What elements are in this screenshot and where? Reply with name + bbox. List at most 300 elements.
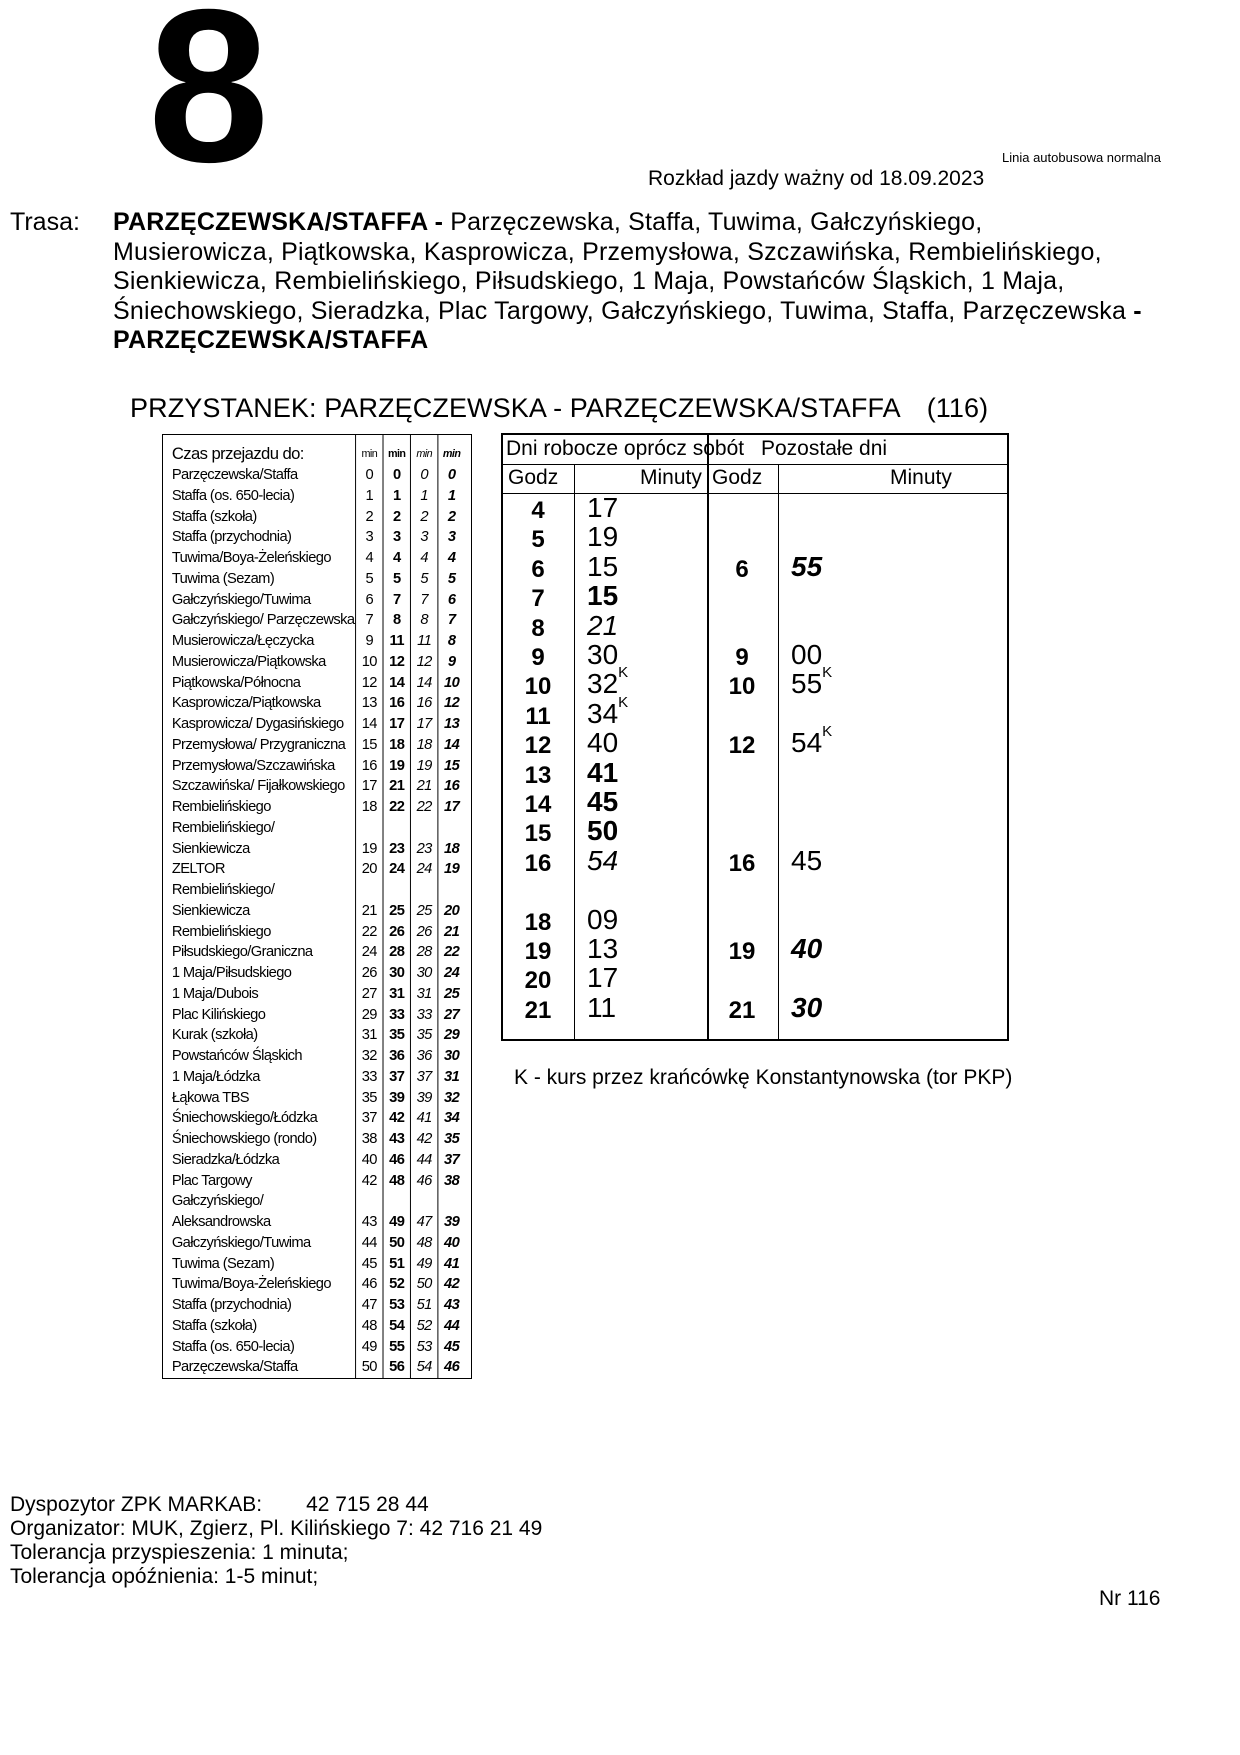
travel-row xyxy=(163,1108,465,1129)
travel-minutes: 31 xyxy=(356,1025,383,1046)
travel-minutes: 37 xyxy=(410,1067,437,1088)
travel-minutes: 4 xyxy=(410,548,437,569)
travel-minutes: 15 xyxy=(356,735,383,756)
travel-minutes: 23 xyxy=(383,818,410,860)
travel-minutes: 7 xyxy=(356,610,383,631)
travel-minutes: 3 xyxy=(438,527,465,548)
travel-minutes: 55 xyxy=(383,1337,410,1358)
k-marker: K xyxy=(618,664,629,682)
travel-minutes: 49 xyxy=(383,1191,410,1233)
travel-minutes: 6 xyxy=(438,590,465,611)
travel-minutes: 27 xyxy=(438,1005,465,1026)
travel-minutes: 38 xyxy=(438,1171,465,1192)
hour-label: Godz xyxy=(712,466,763,489)
travel-minutes: 40 xyxy=(356,1150,383,1171)
travel-row xyxy=(163,797,465,818)
stop-name: Przemysłowa/Szczawińska xyxy=(171,756,335,774)
travel-minutes: 8 xyxy=(438,631,465,652)
route-description xyxy=(113,208,1143,356)
k-marker: K xyxy=(618,693,629,711)
travel-minutes: 26 xyxy=(410,922,437,943)
travel-minutes: 0 xyxy=(410,465,437,486)
weekday-minute: 15 xyxy=(587,580,619,612)
travel-minutes: 23 xyxy=(410,818,437,860)
travel-row xyxy=(163,693,465,714)
other-hour: 16 xyxy=(728,849,756,877)
travel-row xyxy=(163,610,465,631)
hour-label: Godz xyxy=(508,466,559,489)
weekday-hour: 12 xyxy=(524,732,552,760)
weekday-hour: 11 xyxy=(525,702,551,730)
travel-row xyxy=(163,631,465,652)
weekday-hour: 21 xyxy=(524,996,552,1024)
travel-header: Czas przejazdu do: xyxy=(171,444,304,464)
travel-minutes: 8 xyxy=(383,610,410,631)
travel-minutes: 2 xyxy=(383,507,410,528)
travel-minutes: 38 xyxy=(356,1129,383,1150)
travel-header-row xyxy=(163,435,465,465)
travel-minutes: 39 xyxy=(438,1191,465,1233)
travel-minutes: 51 xyxy=(383,1254,410,1275)
travel-minutes: 51 xyxy=(410,1295,437,1316)
travel-minutes: 3 xyxy=(383,527,410,548)
travel-minutes: 0 xyxy=(383,465,410,486)
travel-minutes: 32 xyxy=(438,1088,465,1109)
travel-minutes: 21 xyxy=(383,776,410,797)
other-hour: 10 xyxy=(728,673,756,701)
travel-minutes: 21 xyxy=(356,880,383,922)
weekday-hour: 13 xyxy=(524,761,552,789)
travel-minutes: 39 xyxy=(410,1088,437,1109)
line-type: Linia autobusowa normalna xyxy=(1002,150,1161,165)
travel-minutes: 56 xyxy=(383,1357,410,1378)
stop-name: Gałczyńskiego/ Parzęczewska xyxy=(171,611,355,629)
stop-name: Staffa (przychodnia) xyxy=(171,1296,292,1313)
route-label: Trasa: xyxy=(10,208,80,236)
stop-name: Staffa (przychodnia) xyxy=(171,528,292,546)
stop-name: Piątkowska/Północna xyxy=(171,673,301,691)
travel-minutes: 42 xyxy=(438,1274,465,1295)
stop-name: Tuwima/Boya-Żeleńskiego xyxy=(171,1275,331,1293)
travel-minutes: 25 xyxy=(438,984,465,1005)
dispatcher-phone: 42 715 28 44 xyxy=(306,1493,429,1516)
dispatcher-label: Dyspozytor ZPK MARKAB: xyxy=(10,1493,263,1516)
travel-minutes: 2 xyxy=(356,507,383,528)
stop-name: Parzęczewska/Staffa xyxy=(171,1358,298,1376)
col-header: min xyxy=(383,435,410,465)
weekday-minute: 17 xyxy=(587,962,619,994)
weekday-minute: 13 xyxy=(587,933,619,964)
route-dash: - xyxy=(1133,296,1142,325)
travel-minutes: 18 xyxy=(383,735,410,756)
travel-minutes: 5 xyxy=(410,569,437,590)
travel-minutes: 14 xyxy=(383,673,410,694)
travel-row xyxy=(163,984,465,1005)
travel-minutes: 1 xyxy=(356,486,383,507)
weekday-minute: 17 xyxy=(587,492,619,523)
weekday-minute: 15 xyxy=(587,550,619,582)
travel-row xyxy=(163,1025,465,1046)
travel-minutes: 24 xyxy=(383,859,410,880)
travel-minutes: 43 xyxy=(383,1129,410,1150)
travel-minutes: 40 xyxy=(438,1233,465,1254)
travel-minutes: 13 xyxy=(356,693,383,714)
weekday-hour: 5 xyxy=(531,526,545,554)
line-number: 8 xyxy=(148,0,266,208)
weekday-hour: 6 xyxy=(531,555,545,583)
weekday-minute: $34^K$ xyxy=(587,693,629,729)
stop-name: Powstańców Śląskich xyxy=(171,1047,303,1064)
travel-minutes: 15 xyxy=(438,756,465,777)
travel-minutes: 54 xyxy=(410,1357,437,1378)
travel-minutes: 8 xyxy=(410,610,437,631)
travel-minutes: 1 xyxy=(410,486,437,507)
travel-row xyxy=(163,1233,465,1254)
weekday-hour: 15 xyxy=(524,820,552,848)
travel-minutes: 32 xyxy=(356,1046,383,1067)
travel-minutes: 48 xyxy=(410,1233,437,1254)
stop-name: Piłsudskiego/Graniczna xyxy=(171,943,313,961)
travel-row xyxy=(163,1191,465,1233)
travel-minutes: 28 xyxy=(383,942,410,963)
travel-minutes: 9 xyxy=(438,652,465,673)
route-streets: Parzęczewska, Staffa, Tuwima, Gałczyńskiego, Musierowicza, Piątkowska, Kasprowicza, Przemysłowa, Szczawińska, Rembielińskiego, Sienkiewicza, Rembielińskiego, Piłsudskiego, 1 Maja, Powstańców Śląskich, 1 Maja, Śniechowskiego, Sieradzka, Plac Targowy, Gałczyńskiego, Tuwima, Staffa, Parzęczewska xyxy=(113,208,1127,325)
col-header: min xyxy=(438,435,465,465)
weekday-hour: 16 xyxy=(524,849,552,877)
col-header: min xyxy=(356,435,383,465)
travel-minutes: 12 xyxy=(383,652,410,673)
stop-name: Śniechowskiego (rondo) xyxy=(171,1130,317,1147)
travel-minutes: 14 xyxy=(356,714,383,735)
weekday-minute: 45 xyxy=(587,786,619,817)
weekday-hour: 14 xyxy=(524,791,552,818)
travel-minutes: 22 xyxy=(356,922,383,943)
travel-minutes: 3 xyxy=(410,527,437,548)
travel-minutes: 46 xyxy=(438,1357,465,1378)
travel-minutes: 17 xyxy=(356,776,383,797)
travel-row xyxy=(163,714,465,735)
travel-minutes: 44 xyxy=(356,1233,383,1254)
travel-minutes: 28 xyxy=(410,942,437,963)
organizer-info: Organizator: MUK, Zgierz, Pl. Kilińskiego 7: 42 716 21 49 xyxy=(10,1517,543,1540)
travel-minutes: 11 xyxy=(410,631,437,652)
travel-row xyxy=(163,652,465,673)
tolerance-early: Tolerancja przyspieszenia: 1 minuta; xyxy=(10,1541,349,1564)
travel-minutes: 6 xyxy=(356,590,383,611)
travel-minutes: 41 xyxy=(410,1108,437,1129)
travel-minutes: 18 xyxy=(438,818,465,860)
weekday-hour: 10 xyxy=(524,673,552,701)
travel-minutes: 36 xyxy=(410,1046,437,1067)
weekday-minute: 41 xyxy=(587,756,619,788)
travel-row xyxy=(163,548,465,569)
weekday-minute: 40 xyxy=(587,727,619,759)
footer-info xyxy=(10,1493,542,1589)
travel-minutes: 17 xyxy=(383,714,410,735)
travel-minutes: 12 xyxy=(356,673,383,694)
travel-row xyxy=(163,569,465,590)
travel-minutes: 33 xyxy=(356,1067,383,1088)
travel-minutes: 22 xyxy=(410,797,437,818)
travel-minutes: 27 xyxy=(356,984,383,1005)
travel-row xyxy=(163,1274,465,1295)
travel-row xyxy=(163,1067,465,1088)
travel-minutes: 0 xyxy=(356,465,383,486)
travel-row xyxy=(163,1254,465,1275)
stop-name: 1 Maja/Łódzka xyxy=(171,1067,260,1085)
travel-minutes: 25 xyxy=(410,880,437,922)
stop-name: Musierowicza/Łęczycka xyxy=(171,632,314,649)
travel-minutes: 14 xyxy=(438,735,465,756)
travel-minutes: 0 xyxy=(438,465,465,486)
travel-minutes: 53 xyxy=(383,1295,410,1316)
stop-name: Tuwima/Boya-Żeleńskiego xyxy=(171,549,331,566)
other-minute: $54^K$ xyxy=(791,723,833,759)
other-days-header: Pozostałe dni xyxy=(761,437,888,460)
stop-name: Plac Kilińskiego xyxy=(171,1005,266,1023)
travel-row xyxy=(163,1088,465,1109)
travel-minutes: 7 xyxy=(410,590,437,611)
other-minute: $55^K$ xyxy=(791,664,833,700)
travel-minutes: 25 xyxy=(383,880,410,922)
travel-minutes: 48 xyxy=(383,1171,410,1192)
stop-name: Sieradzka/Łódzka xyxy=(171,1150,280,1168)
travel-minutes: 36 xyxy=(383,1046,410,1067)
travel-minutes: 52 xyxy=(383,1274,410,1295)
travel-row xyxy=(163,507,465,528)
stop-name: Kasprowicza/ Dygasińskiego xyxy=(171,715,344,732)
stop-title xyxy=(130,393,988,424)
travel-minutes: 18 xyxy=(410,735,437,756)
col-header: min xyxy=(410,435,437,465)
travel-row xyxy=(163,776,465,797)
weekday-minute: 21 xyxy=(587,609,619,641)
travel-minutes: 43 xyxy=(356,1191,383,1233)
travel-minutes: 41 xyxy=(438,1254,465,1275)
travel-row xyxy=(163,1337,465,1358)
travel-minutes: 4 xyxy=(356,548,383,569)
travel-minutes: 33 xyxy=(410,1005,437,1026)
travel-minutes: 48 xyxy=(356,1316,383,1337)
travel-minutes: 29 xyxy=(438,1025,465,1046)
travel-minutes: 16 xyxy=(438,776,465,797)
other-minute: 30 xyxy=(791,991,823,1023)
travel-minutes: 9 xyxy=(356,631,383,652)
travel-row xyxy=(163,735,465,756)
travel-minutes: 34 xyxy=(438,1108,465,1129)
travel-minutes: 19 xyxy=(356,818,383,860)
travel-minutes: 35 xyxy=(356,1088,383,1109)
travel-minutes: 12 xyxy=(438,693,465,714)
travel-minutes: 11 xyxy=(383,631,410,652)
travel-minutes: 21 xyxy=(410,776,437,797)
travel-minutes: 49 xyxy=(410,1254,437,1275)
minutes-label: Minuty xyxy=(640,466,702,489)
travel-row xyxy=(163,1357,465,1378)
other-hour: 6 xyxy=(735,555,749,583)
travel-minutes: 47 xyxy=(410,1191,437,1233)
travel-row xyxy=(163,1005,465,1026)
travel-minutes: 1 xyxy=(383,486,410,507)
route-start: PARZĘCZEWSKA/STAFFA - xyxy=(113,208,444,236)
travel-minutes: 16 xyxy=(383,693,410,714)
travel-minutes: 17 xyxy=(438,797,465,818)
weekday-hour: 9 xyxy=(531,644,545,671)
travel-minutes: 29 xyxy=(356,1005,383,1026)
travel-minutes: 35 xyxy=(410,1025,437,1046)
travel-minutes: 26 xyxy=(383,922,410,943)
k-marker: K xyxy=(822,664,833,682)
stop-name: Staffa (os. 650-lecia) xyxy=(171,1337,295,1355)
travel-minutes: 47 xyxy=(356,1295,383,1316)
travel-row xyxy=(163,1129,465,1150)
travel-minutes: 10 xyxy=(356,652,383,673)
travel-minutes: 31 xyxy=(383,984,410,1005)
travel-minutes: 13 xyxy=(438,714,465,735)
travel-minutes: 24 xyxy=(438,963,465,984)
other-minute: 55 xyxy=(791,550,823,582)
other-hour: 19 xyxy=(728,938,756,965)
weekday-hour: 18 xyxy=(524,908,552,936)
travel-minutes: 22 xyxy=(383,797,410,818)
weekday-minute: 30 xyxy=(587,639,619,670)
weekday-minute: 19 xyxy=(587,521,619,553)
travel-minutes: 17 xyxy=(410,714,437,735)
other-minute: 00 xyxy=(791,639,823,670)
stop-name: Tuwima (Sezam) xyxy=(171,569,275,587)
travel-minutes: 46 xyxy=(410,1171,437,1192)
travel-row xyxy=(163,673,465,694)
travel-minutes: 37 xyxy=(356,1108,383,1129)
travel-row xyxy=(163,880,465,922)
stop-code: (116) xyxy=(926,393,989,423)
stop-name: Rembielińskiego/ Sienkiewicza xyxy=(171,881,275,919)
travel-row xyxy=(163,942,465,963)
travel-row xyxy=(163,1316,465,1337)
travel-minutes: 35 xyxy=(383,1025,410,1046)
travel-minutes: 16 xyxy=(410,693,437,714)
other-minute: 40 xyxy=(791,933,823,964)
stop-name: Parzęczewska/Staffa xyxy=(171,466,298,483)
travel-minutes: 49 xyxy=(356,1337,383,1358)
travel-row xyxy=(163,818,465,860)
travel-row xyxy=(163,963,465,984)
stop-name: Gałczyńskiego/Tuwima xyxy=(171,590,311,608)
travel-minutes: 21 xyxy=(438,922,465,943)
travel-minutes: 33 xyxy=(383,1005,410,1026)
travel-minutes: 50 xyxy=(356,1357,383,1378)
travel-row xyxy=(163,465,465,486)
stop-name: Kurak (szkoła) xyxy=(171,1026,258,1044)
other-hour: 12 xyxy=(728,732,756,760)
travel-minutes: 31 xyxy=(438,1067,465,1088)
travel-minutes: 53 xyxy=(410,1337,437,1358)
stop-name: Staffa (szkoła) xyxy=(171,1316,257,1334)
travel-minutes: 42 xyxy=(410,1129,437,1150)
stop-name: Gałczyńskiego/Tuwima xyxy=(171,1233,311,1251)
travel-minutes: 50 xyxy=(383,1233,410,1254)
travel-minutes: 39 xyxy=(383,1088,410,1109)
travel-row xyxy=(163,1295,465,1316)
stop-name: Szczawińska/ Fijałkowskiego xyxy=(171,777,345,795)
travel-minutes: 5 xyxy=(383,569,410,590)
page-number: Nr 116 xyxy=(1099,1587,1161,1610)
travel-minutes: 1 xyxy=(438,486,465,507)
minutes-label: Minuty xyxy=(890,466,952,489)
stop-name: Rembielińskiego/ Sienkiewicza xyxy=(171,818,275,857)
stop-name: Musierowicza/Piątkowska xyxy=(171,652,326,670)
route-end: PARZĘCZEWSKA/STAFFA xyxy=(113,326,429,354)
travel-minutes: 24 xyxy=(410,859,437,880)
travel-row xyxy=(163,859,465,880)
travel-minutes: 30 xyxy=(383,963,410,984)
travel-row xyxy=(163,486,465,507)
travel-minutes: 7 xyxy=(383,590,410,611)
weekday-hour: 20 xyxy=(524,967,552,995)
weekday-hour: 4 xyxy=(531,497,545,524)
travel-minutes: 45 xyxy=(438,1337,465,1358)
tolerance-late: Tolerancja opóźnienia: 1-5 minut; xyxy=(10,1565,319,1588)
stop-name: Kasprowicza/Piątkowska xyxy=(171,694,321,712)
other-hour: 21 xyxy=(728,996,756,1024)
travel-minutes: 30 xyxy=(438,1046,465,1067)
weekday-minute: 11 xyxy=(587,991,617,1023)
stop-name: Łąkowa TBS xyxy=(171,1088,250,1106)
travel-minutes: 31 xyxy=(410,984,437,1005)
stop-name: Przemysłowa/ Przygraniczna xyxy=(171,735,346,753)
weekday-hour: 8 xyxy=(531,614,545,642)
weekday-minute: $32^K$ xyxy=(587,664,629,700)
travel-minutes: 30 xyxy=(410,963,437,984)
weekday-minute: 54 xyxy=(587,844,619,876)
travel-minutes: 46 xyxy=(356,1274,383,1295)
travel-minutes: 43 xyxy=(438,1295,465,1316)
travel-minutes: 42 xyxy=(383,1108,410,1129)
weekday-hour: 19 xyxy=(524,938,552,965)
travel-minutes: 22 xyxy=(438,942,465,963)
stop-name: Gałczyńskiego/ Aleksandrowska xyxy=(171,1192,271,1230)
travel-minutes: 20 xyxy=(356,859,383,880)
travel-minutes: 2 xyxy=(410,507,437,528)
other-minute: 45 xyxy=(791,844,823,876)
travel-minutes: 44 xyxy=(410,1150,437,1171)
travel-minutes: 5 xyxy=(356,569,383,590)
travel-minutes: 19 xyxy=(383,756,410,777)
travel-row xyxy=(163,1046,465,1067)
other-hour: 9 xyxy=(735,644,749,671)
travel-minutes: 18 xyxy=(356,797,383,818)
stop-name: Staffa (szkoła) xyxy=(171,507,257,525)
stop-name: Rembielińskiego xyxy=(171,922,271,940)
travel-row xyxy=(163,590,465,611)
travel-minutes: 12 xyxy=(410,652,437,673)
legend-note: K - kurs przez krańcówkę Konstantynowska (tor PKP) xyxy=(514,1066,1013,1089)
departure-timetable xyxy=(501,433,1009,1041)
travel-row xyxy=(163,1171,465,1192)
travel-row xyxy=(163,527,465,548)
valid-from-date: Rozkład jazdy ważny od 18.09.2023 xyxy=(648,167,985,190)
travel-time-table xyxy=(162,434,472,1379)
stop-name: Rembielińskiego xyxy=(171,798,271,815)
travel-minutes: 42 xyxy=(356,1171,383,1192)
travel-minutes: 19 xyxy=(410,756,437,777)
stop-name: ZELTOR xyxy=(171,860,225,878)
travel-minutes: 37 xyxy=(438,1150,465,1171)
travel-row xyxy=(163,756,465,777)
travel-minutes: 45 xyxy=(356,1254,383,1275)
weekday-minute: 09 xyxy=(587,903,619,935)
travel-minutes: 19 xyxy=(438,859,465,880)
